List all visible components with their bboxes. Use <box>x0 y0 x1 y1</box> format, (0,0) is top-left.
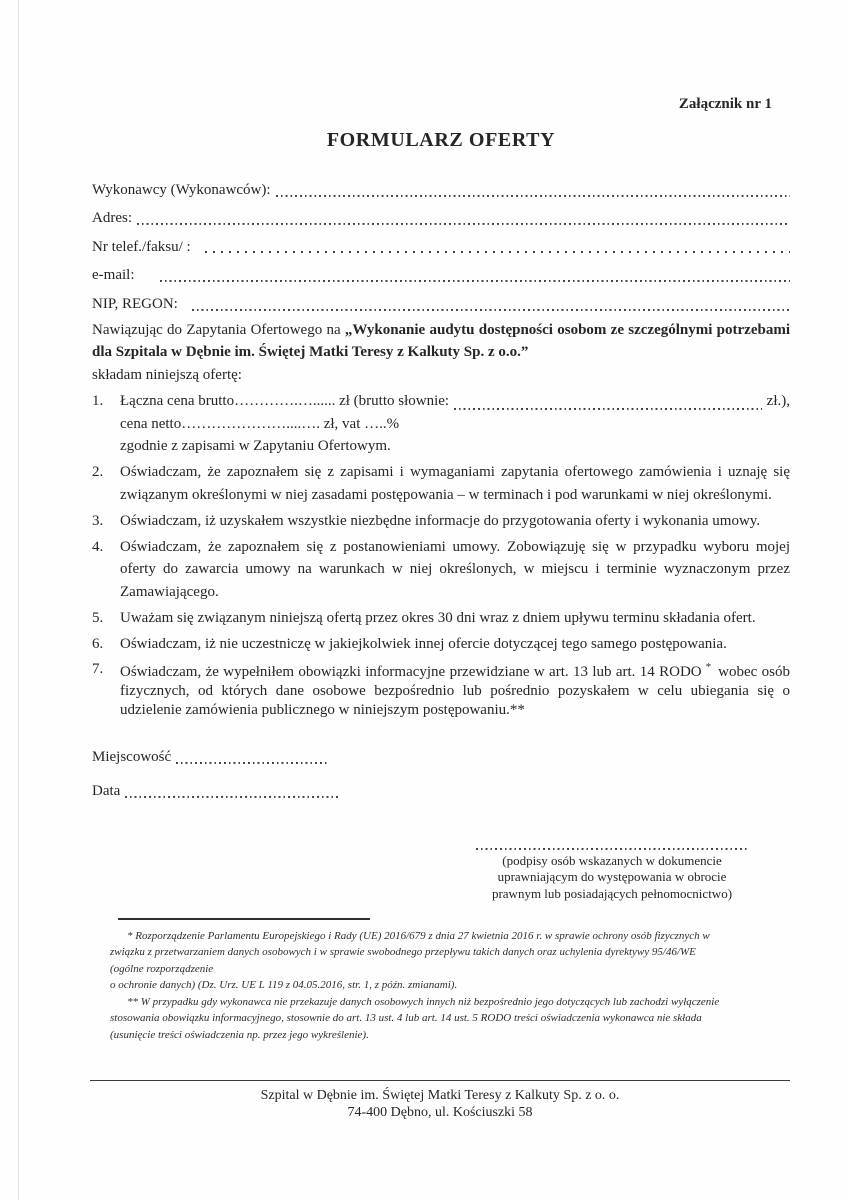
field-label: Adres: <box>92 210 132 226</box>
place-label: Miejscowość <box>92 749 172 766</box>
footnotes <box>110 928 790 1044</box>
footnote-line: ** W przypadku gdy wykonawca nie przekazuje danych osobowych innych niż bezpośrednio jego dotyczących lub zachodzi wyłączenie <box>127 995 720 1008</box>
item-number: 7. <box>92 660 104 677</box>
item-number: 4. <box>92 538 104 555</box>
item-number: 1. <box>92 392 104 409</box>
offer-item-6 <box>92 633 790 656</box>
item-number: 5. <box>92 610 104 627</box>
place-field <box>92 744 790 766</box>
dotted-fill-line <box>276 183 790 197</box>
intro-subject: „Wykonanie audytu dostępności osobom ze szczególnymi potrzebami dla Szpitala w Dębnie im. Świętej Matki Teresy z Kalkuty Sp. z o.o.” <box>92 321 790 361</box>
intro-closing: składam niniejszą ofertę: <box>92 367 242 384</box>
page-title: FORMULARZ OFERTY <box>326 129 556 151</box>
rodo-text-before: Oświadczam, że wypełniłem obowiązki informacyjne przewidziane w art. 13 lub art. 14 RODO <box>120 663 702 680</box>
page-footer <box>90 1080 790 1121</box>
item-number: 3. <box>92 512 104 529</box>
footnote-line: związku z przetwarzaniem danych osobowych i w sprawie swobodnego przepływu takich danych oraz uchylenia dyrektywy 95/46/WE <box>110 946 696 959</box>
dotted-fill-line <box>160 268 790 282</box>
footnote-line: stosowania obowiązku informacyjnego, stosownie do art. 13 ust. 4 lub art. 14 ust. 5 RODO treści oświadczenia wykonawca nie składa <box>110 1012 702 1025</box>
footnote-line: (usunięcie treści oświadczenia np. przez jego wykreślenie). <box>110 1028 369 1041</box>
field-label: e-mail: <box>92 267 135 283</box>
item-text: Oświadczam, iż uzyskałem wszystkie niezbędne informacje do przygotowania oferty i wykonania umowy. <box>120 512 761 529</box>
document-content <box>92 0 790 1043</box>
place-date-block <box>92 744 790 800</box>
signature-area <box>476 838 748 902</box>
offer-item-4 <box>92 536 790 604</box>
intro-paragraph <box>92 319 790 365</box>
footnote-line: * Rozporządzenie Parlamentu Europejskiego i Rady (UE) 2016/679 z dnia 27 kwietnia 2016 r. w sprawie ochrony osób fizycznych w <box>127 929 710 942</box>
item-text <box>120 660 790 721</box>
price-netto-row: cena netto…………………....…. zł, vat …..% <box>120 415 400 432</box>
offer-item-3 <box>92 510 790 533</box>
date-label: Data <box>92 783 121 800</box>
field-email <box>92 256 790 285</box>
item-text: Oświadczam, że zapoznałem się z zapisami i wymaganiami zapytania ofertowego zamówienia i uznaję się związanym określonymi w niej zasadami postępowania – w terminach i pod warunkami w niej określonymi. <box>120 464 790 504</box>
item-text: Oświadczam, iż nie uczestniczę w jakiejkolwiek innej ofercie dotyczącej tego samego postępowania. <box>120 635 727 652</box>
dotted-fill-line <box>205 240 790 254</box>
field-label: Wykonawcy (Wykonawców): <box>92 181 271 198</box>
item-number: 6. <box>92 635 104 652</box>
intro-lead: Nawiązując do Zapytania Ofertowego na <box>92 321 345 338</box>
offer-item-7 <box>92 660 790 721</box>
price-suffix: zł.), <box>766 392 790 409</box>
price-brutto-row <box>120 390 790 413</box>
dotted-fill-line <box>192 297 790 311</box>
dotted-fill-line <box>125 784 341 798</box>
offer-item-2 <box>92 461 790 507</box>
signature-line <box>476 838 748 850</box>
dotted-fill-line <box>454 396 762 410</box>
contact-fields <box>92 170 790 313</box>
field-label: Nr telef./faksu/ : <box>92 238 191 255</box>
footnote-separator <box>118 918 370 920</box>
item-number: 2. <box>92 464 104 481</box>
item-text: Oświadczam, że zapoznałem się z postanowieniami umowy. Zobowiązuję się w przypadku wyboru mojej oferty do zawarcia umowy na warunkach w niej określonych, w miejscu i terminie wyznaczonym przez Zamawiającego. <box>120 538 790 601</box>
footer-rule <box>90 1080 790 1081</box>
dotted-fill-line <box>176 750 328 764</box>
item-text: Uważam się związanym niniejszą ofertą przez okres 30 dni wraz z dniem upływu terminu składania ofert. <box>120 610 756 627</box>
footnote-line: o ochronie danych) (Dz. Urz. UE L 119 z 04.05.2016, str. 1, z późn. zmianami). <box>110 979 458 992</box>
field-nip-regon <box>92 284 790 313</box>
date-field <box>92 778 790 800</box>
attachment-label: Załącznik nr 1 <box>678 96 772 112</box>
field-adres <box>92 199 790 228</box>
signature-caption-line: uprawniającym do występowania w obrocie <box>497 869 727 885</box>
offer-item-1 <box>92 390 790 458</box>
footer-org-name: Szpital w Dębnie im. Świętej Matki Teresy z Kalkuty Sp. z o. o. <box>260 1088 620 1103</box>
scan-edge-artifact <box>18 0 19 1200</box>
field-telefon <box>92 227 790 256</box>
field-wykonawcy <box>92 170 790 199</box>
footnote-star-marker: * <box>705 660 712 673</box>
offer-item-5 <box>92 607 790 630</box>
footnote-line: (ogólne rozporządzenie <box>110 962 214 975</box>
field-label: NIP, REGON: <box>92 295 178 312</box>
footer-address: 74-400 Dębno, ul. Kościuszki 58 <box>347 1104 533 1120</box>
item-text <box>120 390 790 458</box>
dotted-fill-line <box>137 211 790 225</box>
compliance-row: zgodnie z zapisami w Zapytaniu Ofertowym. <box>120 438 391 455</box>
offer-list <box>92 390 790 720</box>
signature-caption-line: prawnym lub posiadających pełnomocnictwo) <box>491 885 733 901</box>
signature-caption-line: (podpisy osób wskazanych w dokumencie <box>502 853 722 869</box>
price-prefix: Łączna cena brutto………….…...... zł (brutto słownie: <box>120 392 450 409</box>
rodo-text-after: wobec osób fizycznych, od których dane osobowe bezpośrednio lub pośrednio pozyskałem w celu ubiegania się o udzielenie zamówienia publicznego w niniejszym postępowaniu.** <box>120 663 790 719</box>
